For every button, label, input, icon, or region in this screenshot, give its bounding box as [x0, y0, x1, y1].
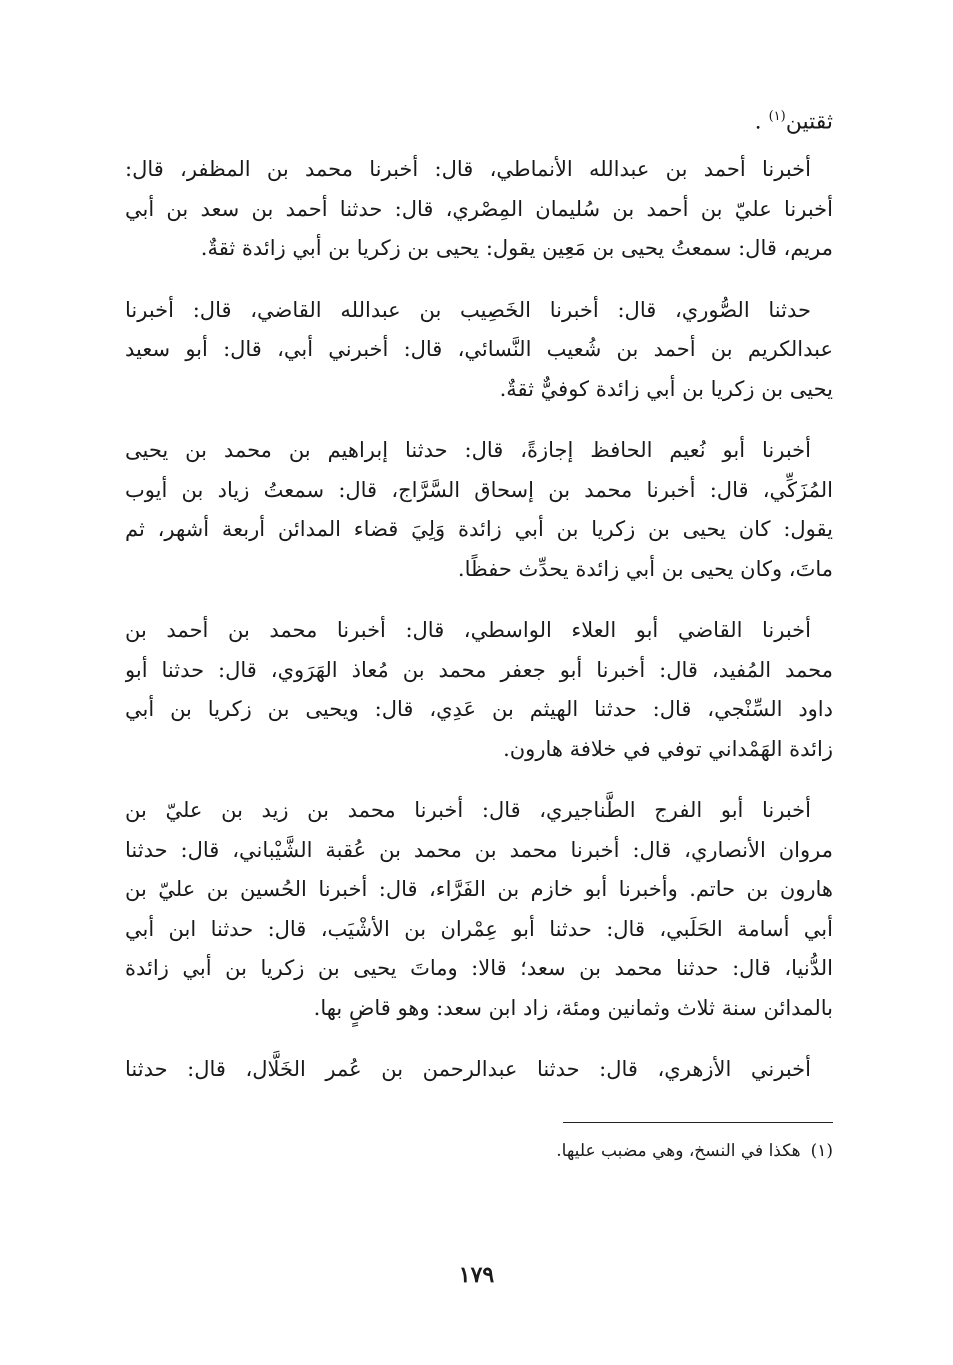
paragraph	[125, 1050, 833, 1090]
footnote-text: هكذا في النسخ، وهي مضبب عليها.	[556, 1141, 801, 1161]
text-line: هارون بن حاتم. وأخبرنا أبو خازم بن الفَرَّاء، قال: أخبرنا الحُسين بن عليّ بن	[125, 877, 833, 901]
text-line: أخبرنا أبو نُعيم الحافظ إجازةً، قال: حدثنا إبراهيم بن محمد بن يحيى	[125, 438, 811, 462]
text-line: زائدة الهَمْداني توفي في خلافة هارون.	[503, 736, 833, 761]
text-line: المُزَكِّي، قال: أخبرنا محمد بن إسحاق السَّرَّاج، قال: سمعتُ زياد بن أيوب	[125, 477, 833, 502]
text-line: مروان الأنصاري، قال: أخبرنا محمد بن محمد بن عُقبة الشَّيْباني، قال: حدثنا	[125, 837, 833, 862]
text-line: أخبرني الأزهري، قال: حدثنا عبدالرحمن بن عُمر الخَلَّال، قال: حدثنا	[125, 1057, 811, 1081]
text-line: بالمدائن سنة ثلاث وثمانين ومئة، زاد ابن سعد: وهو قاضٍ بها.	[313, 995, 833, 1020]
footnote-separator	[563, 1122, 833, 1123]
continuation-line	[633, 100, 833, 139]
paragraph	[125, 611, 833, 769]
paragraph	[125, 791, 833, 1028]
text-line: حدثنا الصُّوري، قال: أخبرنا الخَصِيب بن عبدالله القاضي، قال: أخبرنا	[125, 297, 811, 322]
footnote-number: (١)	[810, 1141, 833, 1161]
footnote	[125, 1136, 833, 1166]
text-line: الدُّنيا، قال: حدثنا محمد بن سعد؛ قالا: وماتَ يحيى بن زكريا بن أبي زائدة	[125, 956, 833, 980]
main-text	[125, 150, 833, 1112]
text-line: أبي أسامة الحَلَبي، قال: حدثنا أبو عِمْران بن الأشْيَب، قال: حدثنا ابن أبي	[125, 916, 833, 941]
text-line: أخبرنا أبو الفرج الطَّناجيري، قال: أخبرنا محمد بن زيد بن عليّ بن	[125, 798, 811, 822]
text-line: محمد المُفيد، قال: أخبرنا أبو جعفر محمد بن مُعاذ الهَرَوي، قال: حدثنا أبو	[125, 657, 833, 682]
continuation-end: .	[754, 109, 762, 135]
text-line: أخبرنا أحمد بن عبدالله الأنماطي، قال: أخبرنا محمد بن المظفر، قال:	[125, 157, 811, 181]
continuation-text: ثقتين	[785, 109, 833, 135]
paragraph	[125, 291, 833, 410]
text-line: عبدالكريم بن أحمد بن شُعيب النَّسائي، قال: أخبرني أبي، قال: أبو سعيد	[125, 337, 833, 361]
text-line: مريم، قال: سمعتُ يحيى بن مَعِين يقول: يحيى بن زكريا بن أبي زائدة ثقةٌ.	[200, 236, 833, 260]
paragraph	[125, 150, 833, 269]
page-number: ١٧٩	[458, 1262, 495, 1288]
text-line: أخبرنا عليّ بن أحمد بن سُليمان المِصْري، قال: حدثنا أحمد بن سعد بن أبي	[125, 196, 833, 221]
text-line: يقول: كان يحيى بن زكريا بن أبي زائدة وَلِيَ قضاء المدائن أربعة أشهر، ثم	[125, 517, 833, 541]
paragraph	[125, 431, 833, 589]
text-line: يحيى بن زكريا بن أبي زائدة كوفيٌّ ثقةٌ.	[499, 376, 833, 401]
footnote-reference: (١)	[768, 109, 786, 124]
text-line: داود السِّنْجي، قال: حدثنا الهيثم بن عَدِي، قال: ويحيى بن زكريا بن أبي	[125, 697, 833, 721]
text-line: أخبرنا القاضي أبو العلاء الواسطي، قال: أخبرنا محمد بن أحمد بن	[125, 618, 811, 642]
text-line: ماتَ، وكان يحيى بن أبي زائدة يحدِّث حفظًا.	[457, 556, 833, 581]
